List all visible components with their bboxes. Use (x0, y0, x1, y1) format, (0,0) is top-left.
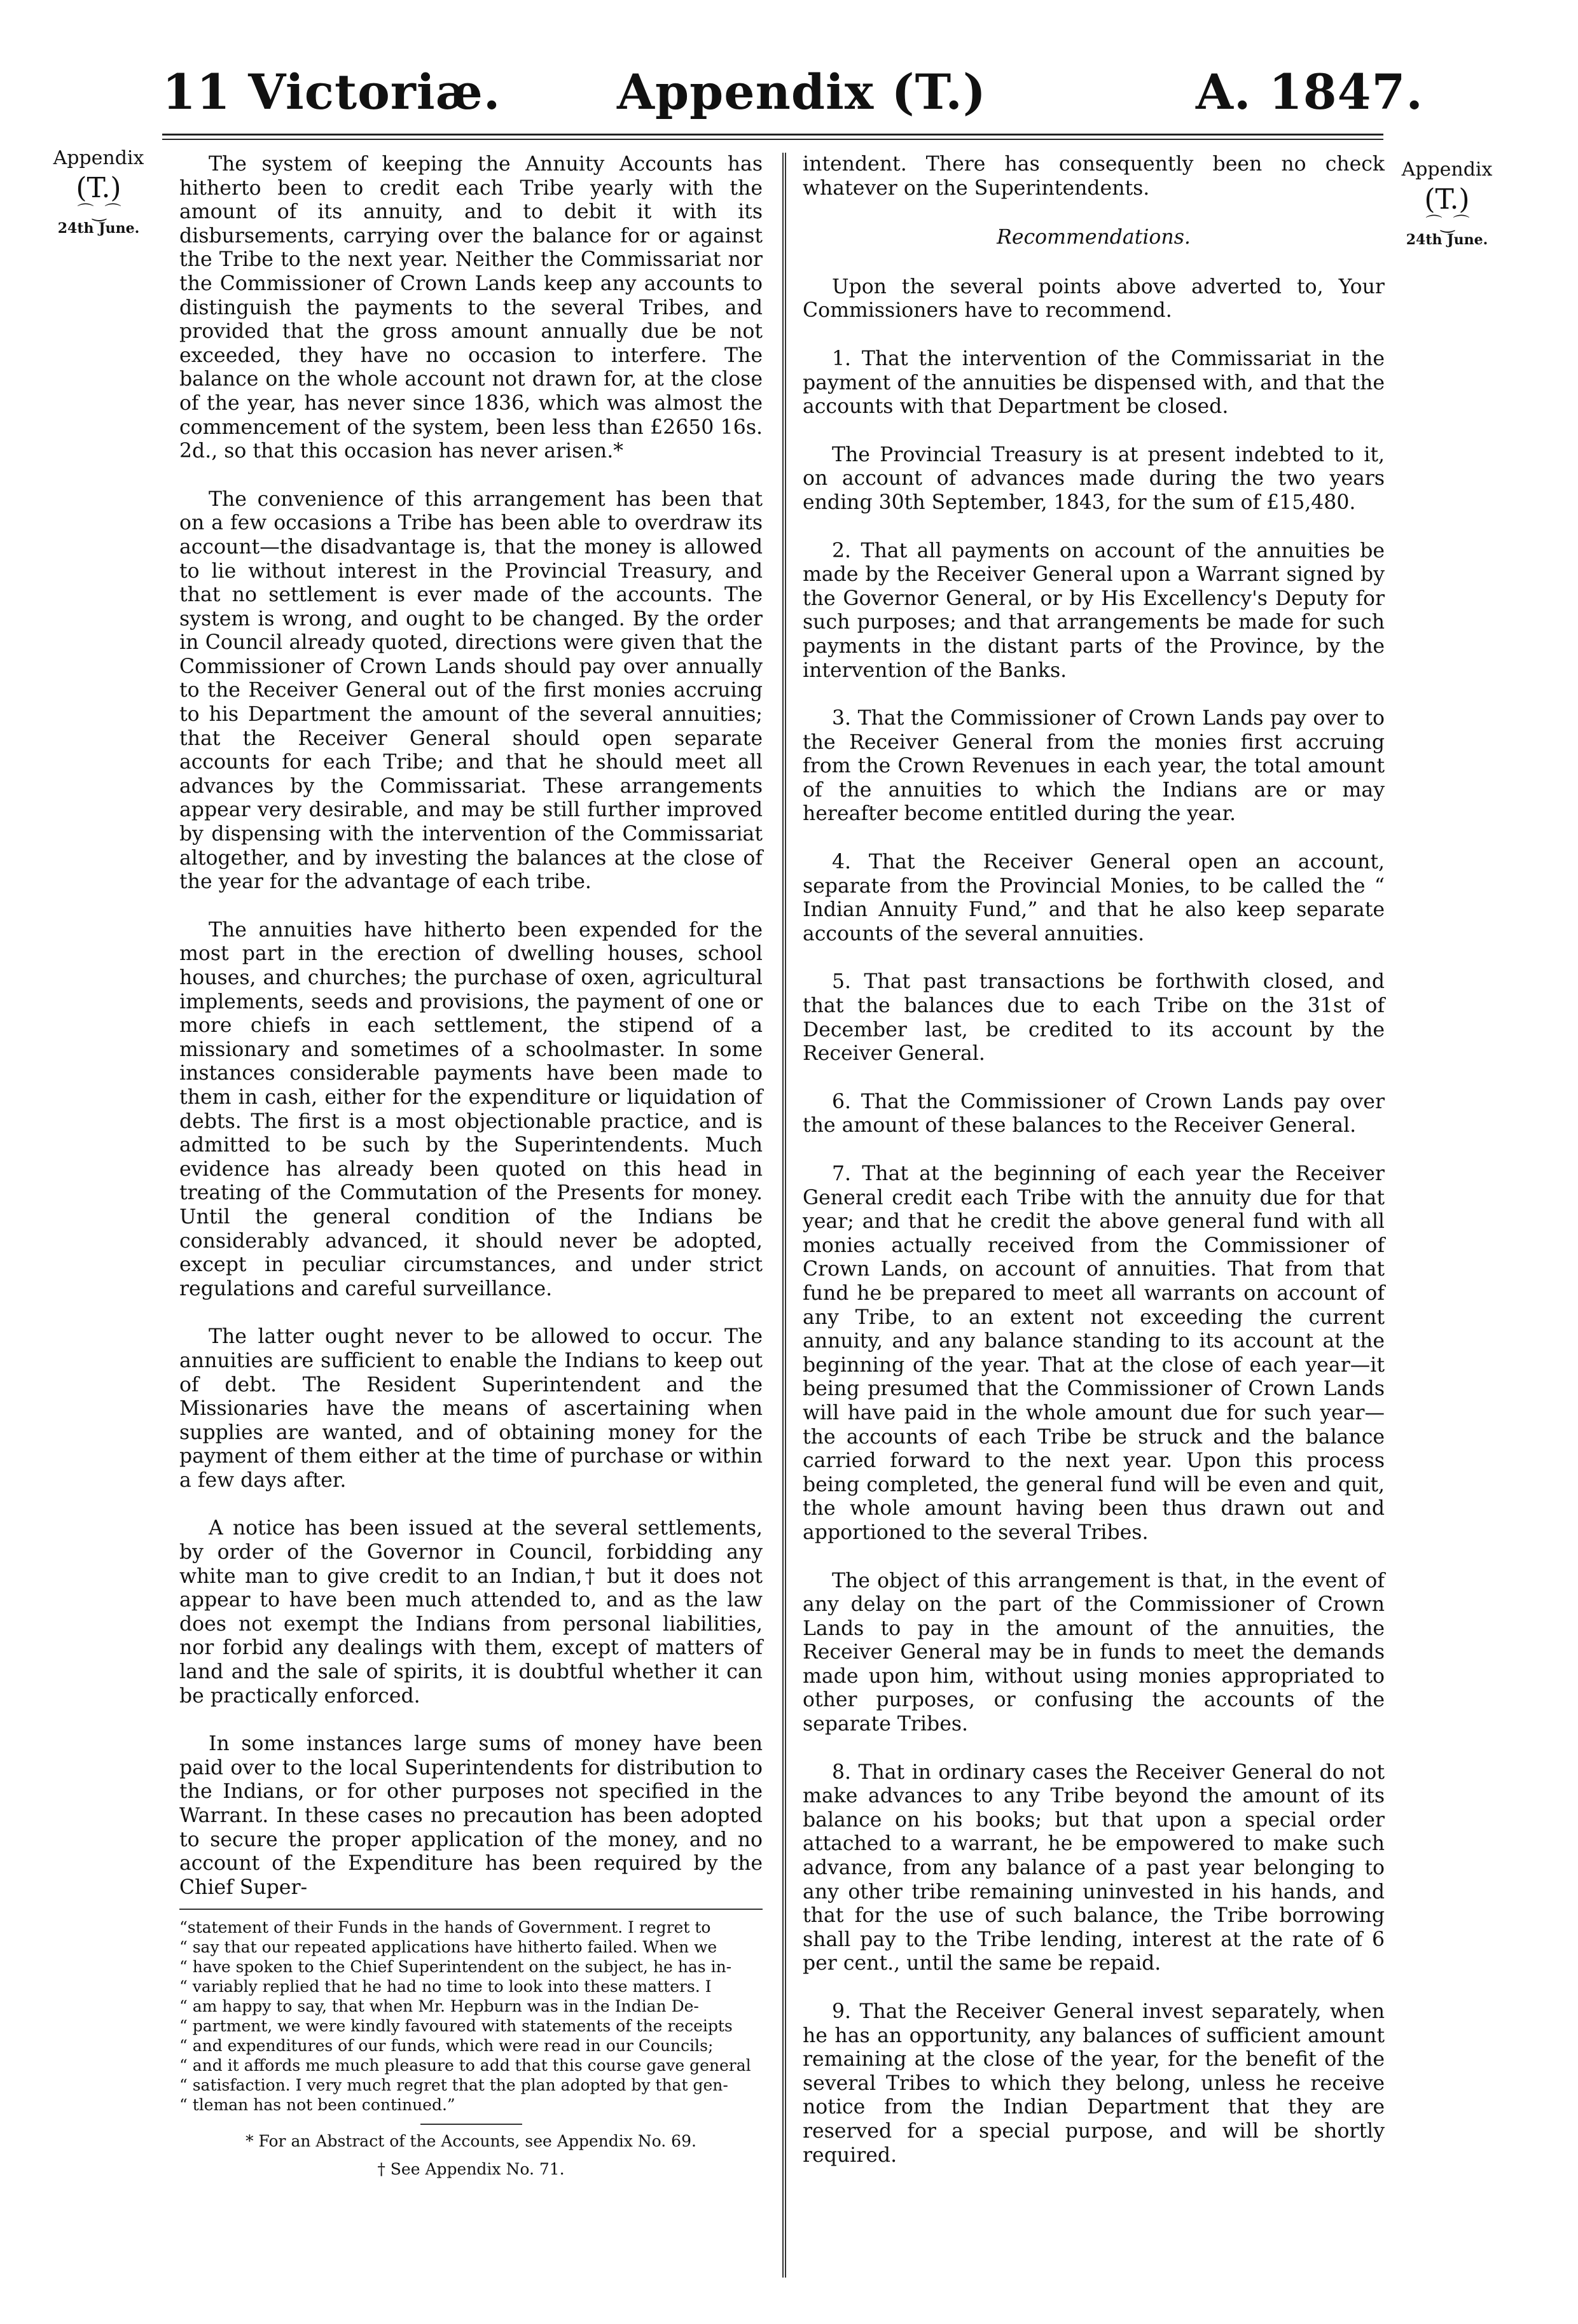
paragraph: The annuities have hitherto been expended for the most part in the erection of dwelling houses, school houses, and churches; the purchase of oxen, agricultural implements, seeds and provisions, the payment of one or more chiefs in each settlement, the stipend of a missionary and sometimes of a schoolmaster. In some instances considerable payments have been made to them in cash, either for the expenditure or liquidation of debts. The first is a most objectionable practice, and is admitted to be such by the Superintendents. Much evidence has already been quoted on this head in treating of the Commutation of the Presents for money. Until the general condition of the Indians be considerably advanced, it should never be adopted, except in peculiar circumstances, and under strict regulations and careful surveillance. (179, 918, 763, 1300)
margin-appendix-label: Appendix (1401, 158, 1493, 181)
margin-note-left (38, 146, 159, 237)
footnote-line: “ and it affords me much pleasure to add that this course gave general (179, 2056, 751, 2075)
footnote-line: “ am happy to say, that when Mr. Hepburn was in the Indian De- (179, 1997, 699, 2016)
margin-date: 24th June. (57, 219, 140, 237)
endnote-rule (420, 2124, 522, 2125)
right-column (803, 153, 1385, 2192)
footnote-line: “statement of their Funds in the hands of Government. I regret to (179, 1918, 711, 1937)
header-year: A. 1847. (1196, 64, 1423, 120)
recommendation-item: 9. That the Receiver General invest separately, when he has an opportunity, any balances of sufficient amount remaining at the close of the year, for the benefit of the several Tribes to which they belong, unless he receive notice from the Indian Department that they are reserved for a special purpose, and will be shortly required. (803, 2000, 1385, 2167)
recommendation-item: 7. That at the beginning of each year the Receiver General credit each Tribe with the annuity due for that year; and that he credit the above general fund with all monies actually received from the Commissioner of Crown Lands, on account of annuities. That from that fund he be prepared to meet all warrants on account of any Tribe, to an extent not exceeding the current annuity, and any balance standing to its account at the beginning of the year. That at the close of each year—it being presumed that the Commissioner of Crown Lands will have paid in the whole amount due for such year—the accounts of each Tribe be struck and the balance carried forward to the next year. Upon this process being completed, the general fund will be even and quit, the whole amount having been thus drawn out and apportioned to the several Tribes. (803, 1162, 1385, 1544)
recommendation-item: 4. That the Receiver General open an account, separate from the Provincial Monies, to be called the “ Indian Annuity Fund,” and that he also keep separate accounts of the several annuities. (803, 851, 1385, 945)
header-session: 11 Victoriæ. (162, 64, 501, 120)
recommendation-item: 2. That all payments on account of the annuities be made by the Receiver General upon a Warrant signed by the Governor General, or by His Excellency's Deputy for such purposes; and that arrangements be made for such payments in the distant parts of the Province, by the intervention of the Banks. (803, 539, 1385, 682)
left-column (179, 153, 763, 2183)
paragraph: The latter ought never to be allowed to occur. The annuities are sufficient to enable the Indians to keep out of debt. The Resident Superintendent and the Missionaries have the means of ascertaining when supplies are wanted, and of obtaining money for the payment of them either at the time of purchase or within a few days after. (179, 1325, 763, 1492)
recommendation-item: 1. That the intervention of the Commissariat in the payment of the annuities be dispensed with, and that the accounts with that Department be closed. (803, 347, 1385, 419)
paragraph: A notice has been issued at the several settlements, by order of the Governor in Council, forbidding any white man to give credit to an Indian,† but it does not appear to have been much attended to, and as the law does not exempt the Indians from personal liabilities, nor forbid any dealings with them, except of matters of land and the sale of spirits, it is doubtful whether it can be practically enforced. (179, 1517, 763, 1708)
footnote-line: “ say that our repeated applications have hitherto failed. When we (179, 1938, 717, 1957)
margin-appendix-letter: (T.) (1424, 183, 1470, 216)
recommendation-item: 5. That past transactions be forthwith closed, and that the balances due to each Tribe on the 31st of December last, be credited to its account by the Receiver General. (803, 970, 1385, 1066)
brace-icon: ⌒‿⌒ (77, 202, 120, 222)
margin-note-right (1387, 158, 1507, 249)
recommendation-item: 8. That in ordinary cases the Receiver General do not make advances to any Tribe beyond the amount of its balance on his books; but that upon a special order attached to a warrant, he be empowered to make such advance, from any balance of a past year belonging to any other tribe remaining uninvested in his hands, and that for the use of such balance, the Tribe borrowing shall pay to the Tribe lending, interest at the rate of 6 per cent., until the same be repaid. (803, 1760, 1385, 1975)
endnote-appendix: † See Appendix No. 71. (377, 2160, 565, 2179)
recommendation-item: 6. That the Commissioner of Crown Lands pay over the amount of these balances to the Receiver General. (803, 1090, 1385, 1138)
endnote-abstract: * For an Abstract of the Accounts, see Appendix No. 69. (246, 2132, 696, 2151)
paragraph: In some instances large sums of money have been paid over to the local Superintendents for distribution to the Indians, or for other purposes not specified in the Warrant. In these cases no precaution has been adopted to secure the proper application of the money, and no account of the Expenditure has been required by the Chief Super- (179, 1732, 763, 1899)
footnote-line: “ have spoken to the Chief Superintendent on the subject, he has in- (179, 1958, 732, 1977)
footnote-line: “ tleman has not been continued.” (179, 2096, 455, 2115)
footnote-line: “ satisfaction. I very much regret that the plan adopted by that gen- (179, 2076, 728, 2095)
paragraph: The Provincial Treasury is at present indebted to it, on account of advances made during the two years ending 30th September, 1843, for the sum of £15,480. (803, 443, 1385, 514)
brace-icon: ⌒‿⌒ (1425, 214, 1469, 233)
paragraph: The convenience of this arrangement has been that on a few occasions a Tribe has been able to overdraw its account—the disadvantage is, that the money is allowed to lie without interest in the Provincial Treasury, and that no settlement is ever made of the accounts. The system is wrong, and ought to be changed. By the order in Council already quoted, directions were given that the Commissioner of Crown Lands should pay over annually to the Receiver General out of the first monies accruing to his Department the amount of the several annuities; that the Receiver General should open separate accounts for each Tribe; and that he should meet all advances by the Commissariat. These arrangements appear very desirable, and may be still further improved by dispensing with the intervention of the Commissariat altogether, and by investing the balances at the close of the year for the advantage of each tribe. (179, 487, 763, 894)
paragraph: The system of keeping the Annuity Accounts has hitherto been to credit each Tribe yearly with the amount of its annuity, and to debit it with its disbursements, carrying over the balance for or against the Tribe to the next year. Neither the Commissariat nor the Commissioner of Crown Lands keep any accounts to distinguish the payments to the several Tribes, and provided that the gross amount annually due be not exceeded, they have no occasion to interfere. The balance on the whole account not drawn for, at the close of the year, has never since 1836, which was almost the commencement of the system, been less than £2650 16s. 2d., so that this occasion has never arisen.* (179, 153, 763, 463)
paragraph: The object of this arrangement is that, in the event of any delay on the part of the Commissioner of Crown Lands to pay in the amount of the annuities, the Receiver General may be in funds to meet the demands made upon him, without using monies appropriated to other purposes, or confusing the accounts of the separate Tribes. (803, 1569, 1385, 1736)
recommendation-item: 3. That the Commissioner of Crown Lands pay over to the Receiver General from the monies first accruing from the Crown Revenues in each year, the total amount of the annuities to which the Indians are or may hereafter become entitled during the year. (803, 707, 1385, 826)
paragraph-continuation: intendent. There has consequently been no check whatever on the Superintendents. (803, 153, 1385, 200)
footnote-line: “ partment, we were kindly favoured with statements of the receipts (179, 2017, 733, 2036)
margin-appendix-label: Appendix (53, 147, 144, 169)
column-divider (782, 153, 786, 2278)
footnote-line: “ variably replied that he had no time to look into these matters. I (179, 1977, 712, 1996)
section-heading: Recommendations. (997, 226, 1191, 249)
margin-appendix-letter: (T.) (76, 171, 121, 204)
header-rule-thin (162, 139, 1383, 140)
footnote-rule (179, 1909, 763, 1910)
paragraph: Upon the several points above adverted to, Your Commissioners have to recommend. (803, 275, 1385, 323)
footnote-continuation (179, 1909, 763, 2115)
footnote-line: “ and expenditures of our funds, which were read in our Councils; (179, 2036, 714, 2056)
margin-date: 24th June. (1406, 231, 1488, 248)
endnotes (179, 2124, 763, 2183)
header-rule (162, 134, 1383, 136)
header-title: Appendix (T.) (617, 64, 986, 120)
